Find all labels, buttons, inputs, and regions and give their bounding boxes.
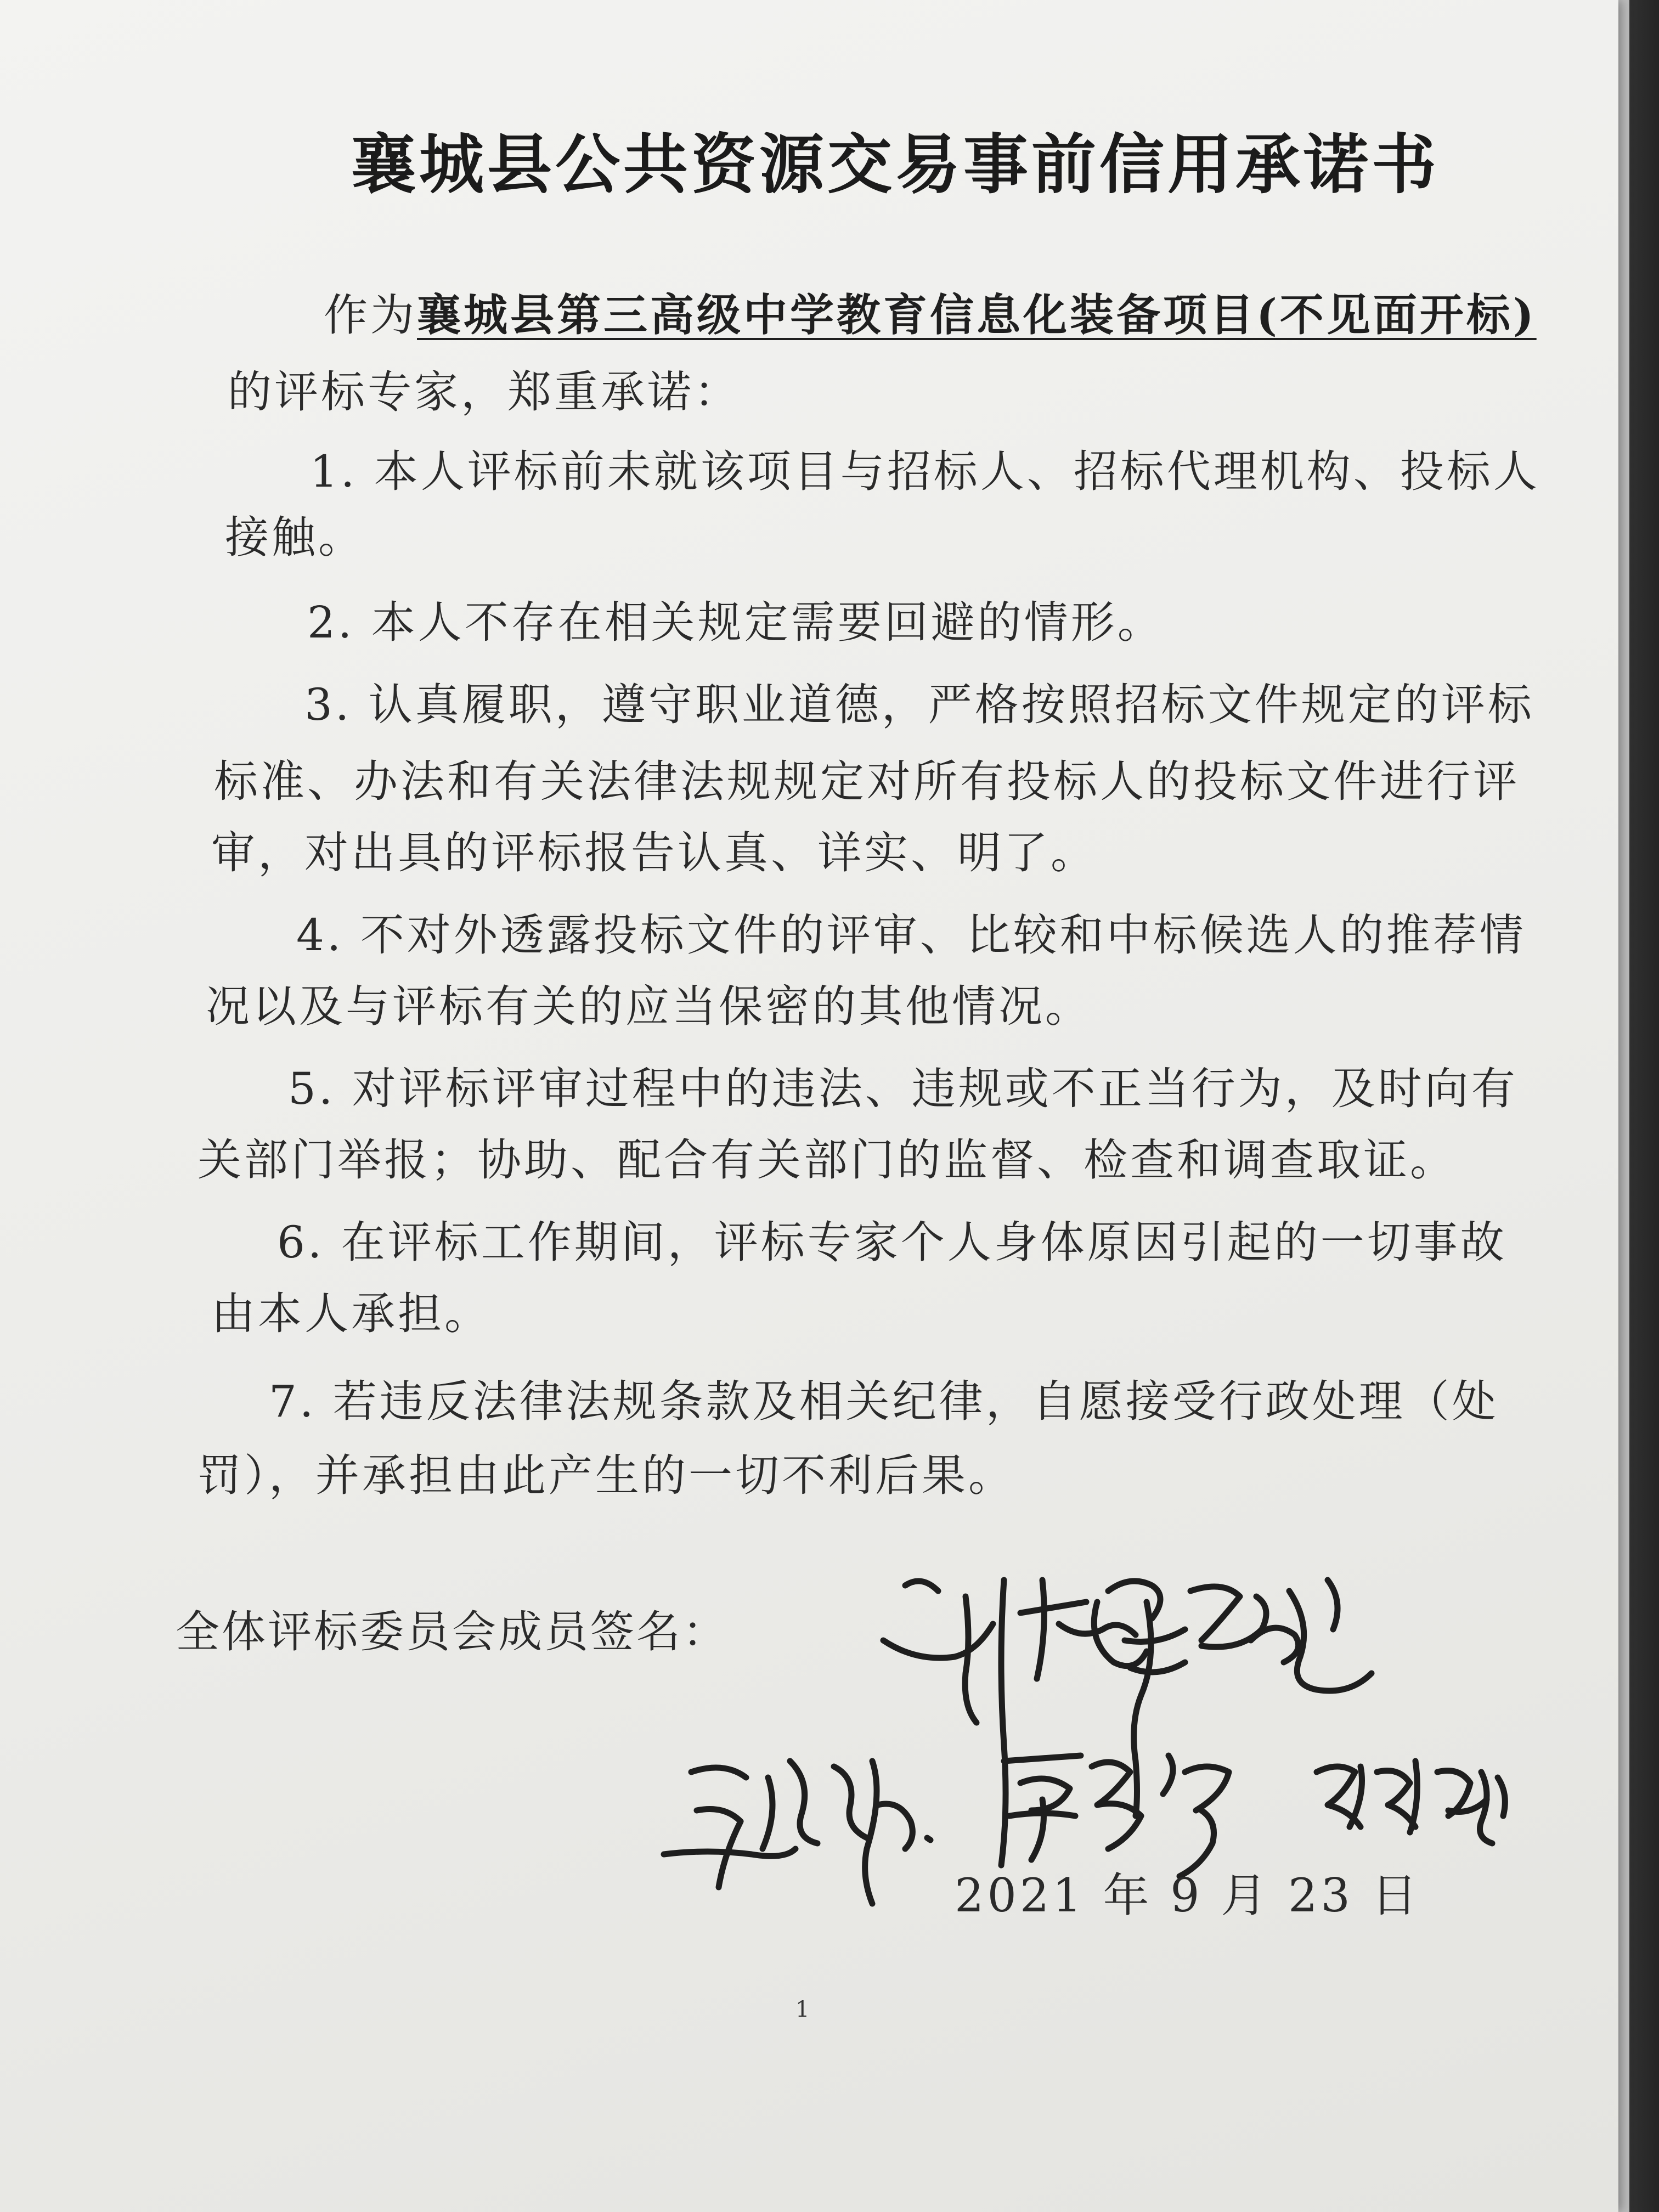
signature-1: [883, 1580, 1006, 1865]
document-title: 襄城县公共资源交易事前信用承诺书: [351, 126, 1440, 202]
signature-4: [1190, 1580, 1372, 1691]
item-4-line-1: 4. 不对外透露投标文件的评审、比较和中标候选人的推荐情: [296, 910, 1526, 961]
signature-7: [1317, 1761, 1505, 1843]
item-5-line-1: 5. 对评标评审过程中的违法、违规或不正当行为，及时向有: [288, 1063, 1518, 1114]
signing-date: 2021 年 9 月 23 日: [955, 1869, 1421, 1922]
item-7-line-2: 罚），并承担由此产生的一切不利后果。: [198, 1450, 1015, 1501]
item-7-line-1: 7. 若违反法律法规条款及相关纪律，自愿接受行政处理（处: [269, 1376, 1499, 1427]
page-number: 1: [795, 1997, 810, 2022]
item-1-line-2: 接触。: [225, 512, 365, 563]
item-1-line-1: 1. 本人评标前未就该项目与招标人、招标代理机构、投标人: [310, 446, 1540, 497]
item-3-line-2: 标准、办法和有关法律法规规定对所有投标人的投标文件进行评: [214, 756, 1520, 807]
item-3-line-3: 审，对出具的评标报告认真、详实、明了。: [211, 827, 1097, 878]
intro-prefix: 作为: [324, 290, 417, 341]
project-name: 襄城县第三高级中学教育信息化装备项目(不见面开标): [417, 289, 1537, 341]
item-3-line-1: 3. 认真履职，遵守职业道德，严格按照招标文件规定的评标: [304, 679, 1534, 730]
signature-6: [1004, 1756, 1229, 1876]
intro-suffix: 的评标专家，郑重承诺：: [228, 366, 741, 417]
item-4-line-2: 况以及与评标有关的应当保密的其他情况。: [206, 981, 1092, 1032]
signature-5: [664, 1761, 930, 1904]
item-6-line-2: 由本人承担。: [211, 1288, 491, 1339]
signature-2: [1020, 1580, 1147, 1679]
item-6-line-1: 6. 在评标工作期间，评标专家个人身体原因引起的一切事故: [277, 1217, 1507, 1268]
item-5-line-2: 关部门举报；协助、配合有关部门的监督、检查和调查取证。: [198, 1135, 1457, 1186]
item-2-line-1: 2. 本人不存在相关规定需要回避的情形。: [307, 597, 1164, 648]
signature-label: 全体评标委员会成员签名：: [176, 1606, 729, 1657]
